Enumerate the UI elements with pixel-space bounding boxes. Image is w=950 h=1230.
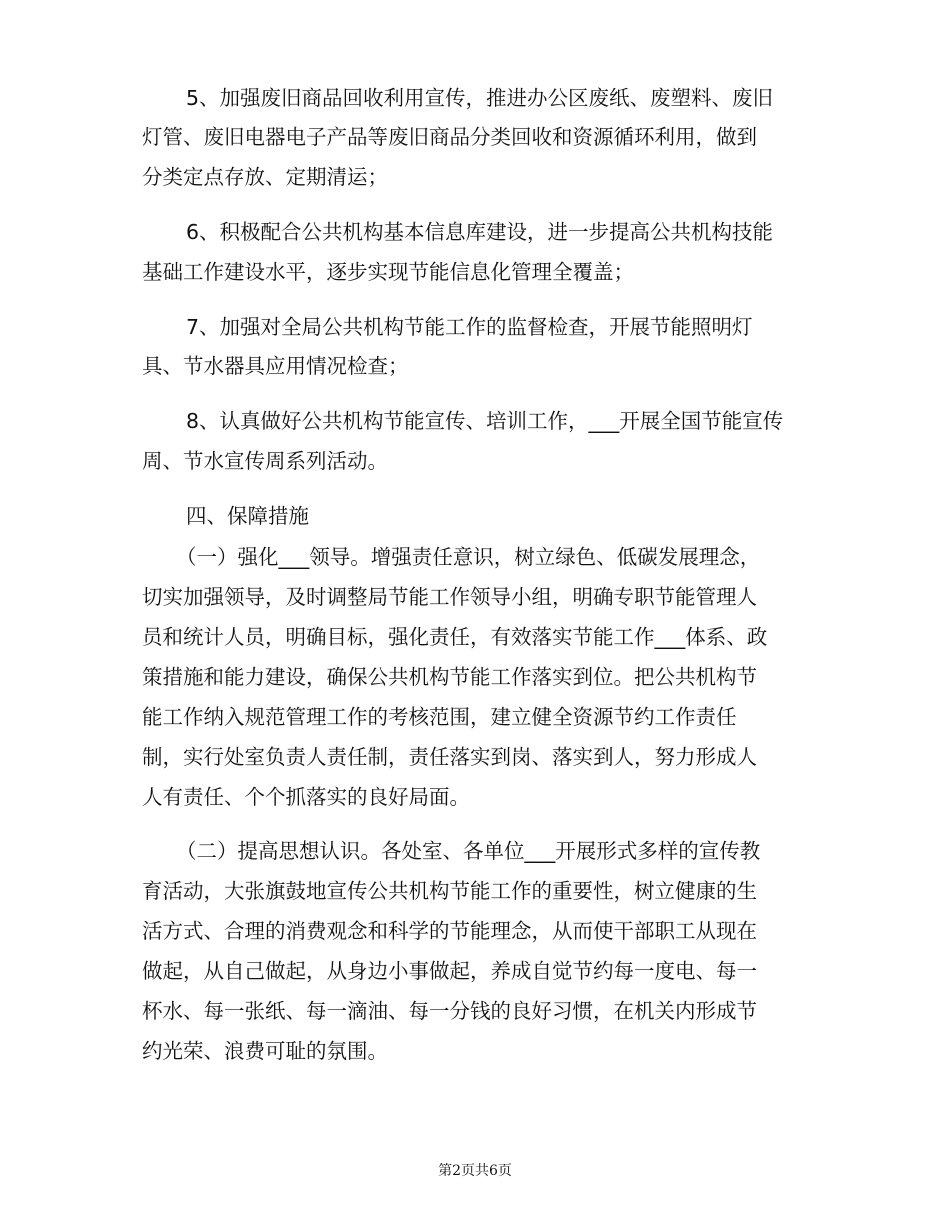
text-line: 周、节水宣传周系列活动。	[142, 449, 388, 473]
text-line: 员和统计人员，明确目标，强化责任，有效落实节能工作___体系、政	[142, 625, 768, 649]
text-line: 具、节水器具应用情况检查；	[142, 354, 409, 378]
text-line: 育活动，大张旗鼓地宣传公共机构节能工作的重要性，树立健康的生	[142, 879, 757, 903]
text-line: （一）强化___领导。增强责任意识，树立绿色、低碳发展理念，	[176, 545, 761, 569]
page-number: 第2页共6页	[438, 1163, 512, 1179]
text-line: 切实加强领导，及时调整局节能工作领导小组，明确专职节能管理人	[142, 585, 757, 609]
text-line: 7、加强对全局公共机构节能工作的监督检查，开展节能照明灯	[186, 315, 753, 339]
text-line: 灯管、废旧电器电子产品等废旧商品分类回收和资源循环利用，做到	[142, 125, 757, 149]
text-line: 6、积极配合公共机构基本信息库建设，进一步提高公共机构技能	[186, 220, 774, 244]
text-line: 约光荣、浪费可耻的氛围。	[142, 1039, 388, 1063]
text-line: 做起，从自己做起，从身边小事做起，养成自觉节约每一度电、每一	[142, 959, 757, 983]
text-line: 8、认真做好公共机构节能宣传、培训工作，___开展全国节能宣传	[186, 409, 784, 433]
text-line: 人有责任、个个抓落实的良好局面。	[142, 785, 470, 809]
text-line: 杯水、每一张纸、每一滴油、每一分钱的良好习惯，在机关内形成节	[142, 999, 757, 1023]
text-line: 活方式、合理的消费观念和科学的节能理念，从而使干部职工从现在	[142, 919, 757, 943]
text-line: 能工作纳入规范管理工作的考核范围，建立健全资源节约工作责任	[142, 705, 737, 729]
text-line: 5、加强废旧商品回收利用宣传，推进办公区废纸、废塑料、废旧	[186, 86, 774, 110]
text-line: 策措施和能力建设，确保公共机构节能工作落实到位。把公共机构节	[142, 665, 757, 689]
text-line: 分类定点存放、定期清运；	[142, 165, 388, 189]
text-line: 基础工作建设水平，逐步实现节能信息化管理全覆盖；	[142, 260, 634, 284]
text-line: （二）提高思想认识。各处室、各单位___开展形式多样的宣传教	[176, 839, 761, 863]
section-heading: 四、保障措施	[186, 504, 309, 528]
text-line: 制，实行处室负责人责任制，责任落实到岗、落实到人，努力形成人	[142, 745, 757, 769]
